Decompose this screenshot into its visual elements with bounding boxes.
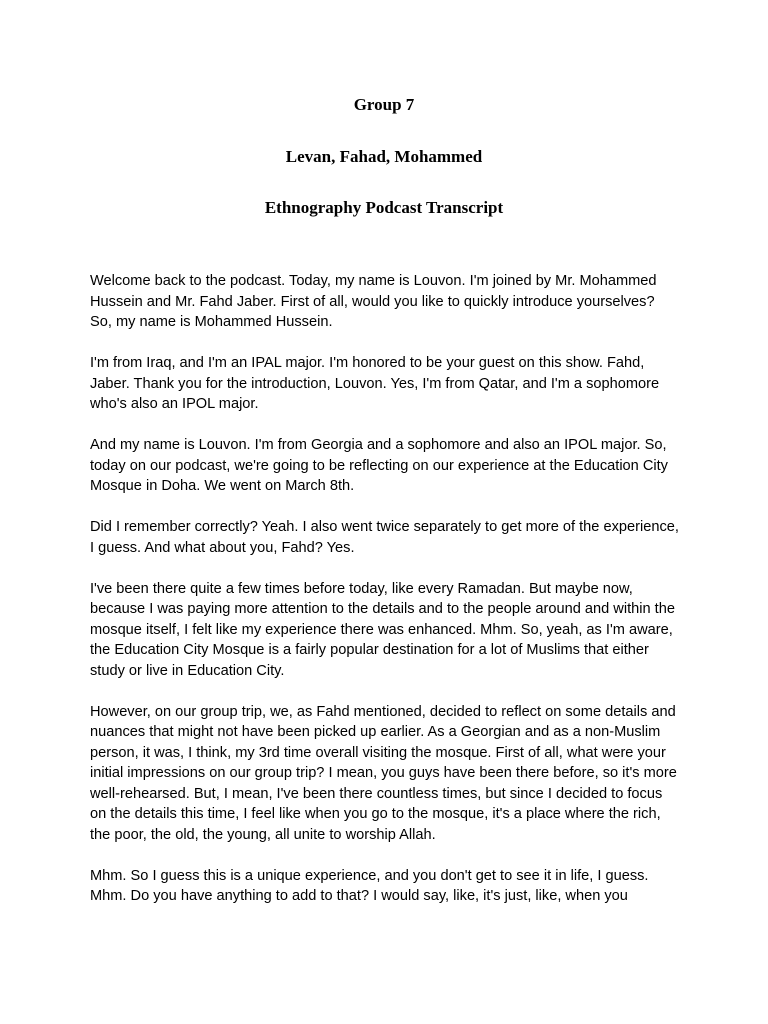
group-heading: Group 7 (353, 95, 415, 114)
transcript-paragraph: I'm from Iraq, and I'm an IPAL major. I'm honored to be your guest on this show. Fahd, Jaber. Thank you for the introduction, Louvon. Yes, I'm from Qatar, and I'm a sophomore who's also an IPOL major. (90, 355, 660, 412)
transcript-paragraph: Mhm. So I guess this is a unique experience, and you don't get to see it in life, I guess. Mhm. Do you have anything to add to that? I would say, like, it's just, like, when you (90, 867, 649, 904)
transcript-paragraph: And my name is Louvon. I'm from Georgia and a sophomore and also an IPOL major. So, today on our podcast, we're going to be reflecting on our experience at the Education City Mosque in Doha. We went on March 8th. (90, 437, 668, 494)
transcript-paragraph: Did I remember correctly? Yeah. I also went twice separately to get more of the experience, I guess. And what about you, Fahd? Yes. (90, 519, 679, 556)
transcript-paragraph: Welcome back to the podcast. Today, my name is Louvon. I'm joined by Mr. Mohammed Hussein and Mr. Fahd Jaber. First of all, would you like to quickly introduce yourselves? So, my name is Mohammed Hussein. (90, 273, 657, 330)
transcript-paragraph: However, on our group trip, we, as Fahd mentioned, decided to reflect on some details and nuances that might not have been picked up earlier. As a Georgian and as a non-Muslim person, it was, I think, my 3rd time overall visiting the mosque. First of all, what were your initial impressions on our group trip? I mean, you guys have been there before, so it's more well-rehearsed. But, I mean, I've been there countless times, but since I decided to focus on the details this time, I feel like when you go to the mosque, it's a place where the rich, the poor, the old, the young, all unite to worship Allah. (90, 703, 677, 843)
authors-heading: Levan, Fahad, Mohammed (285, 147, 483, 166)
transcript-body (90, 271, 680, 927)
document-title: Ethnography Podcast Transcript (264, 198, 504, 217)
transcript-paragraph: I've been there quite a few times before today, like every Ramadan. But maybe now, because I was paying more attention to the details and to the people around and within the mosque itself, I felt like my experience there was enhanced. Mhm. So, yeah, as I'm aware, the Education City Mosque is a fairly popular destination for a lot of Muslims that either study or live in Education City. (90, 580, 675, 679)
